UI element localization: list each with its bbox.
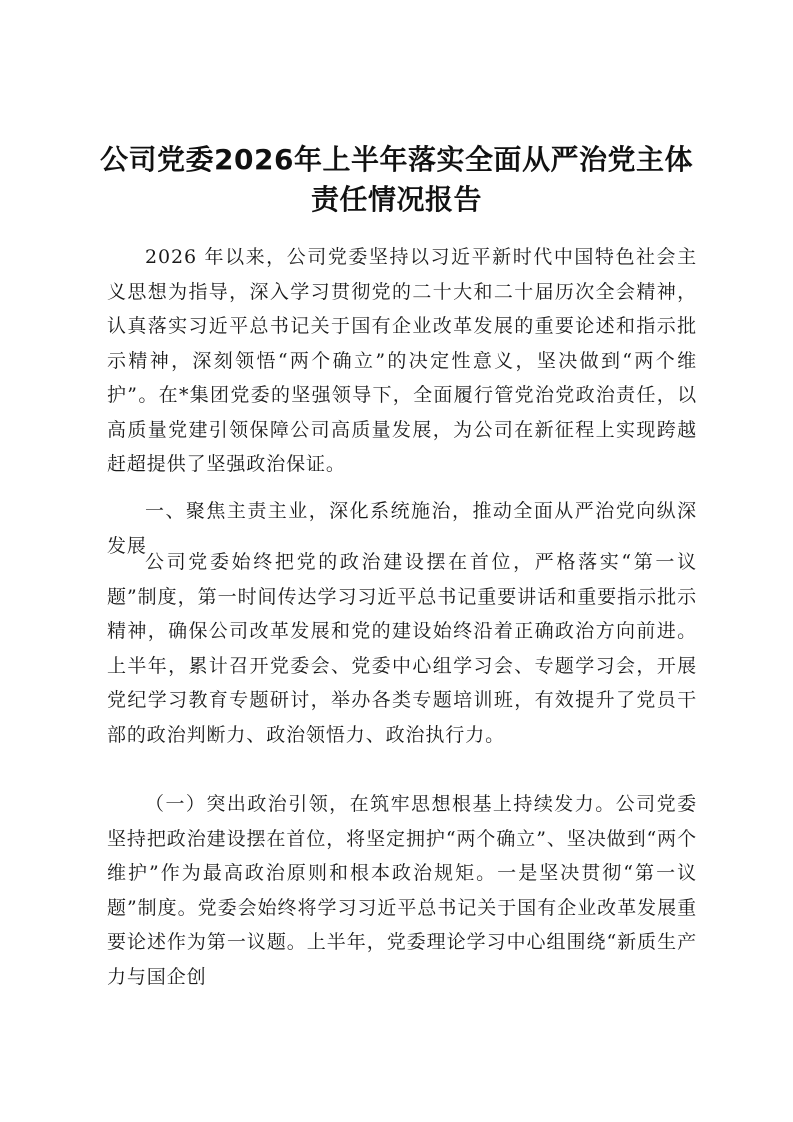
- paragraph-subsection-1: [107, 787, 697, 994]
- paragraph-text: （一）突出政治引领，在筑牢思想根基上持续发力。公司党委坚持把政治建设摆在首位，将坚定拥护“两个确立”、坚决做到“两个维护”作为最高政治原则和根本政治规矩。一是坚决贯彻“第一议题”制度。党委会始终将学习习近平总书记关于国有企业改革发展重要论述作为第一议题。上半年，党委理论学习中心组围绕“新质生产力与国企创: [107, 793, 697, 988]
- paragraph-section-1: [107, 545, 697, 752]
- paragraph-text: 2026 年以来，公司党委坚持以习近平新时代中国特色社会主义思想为指导，深入学习贯彻党的二十大和二十届历次全会精神，认真落实习近平总书记关于国有企业改革发展的重要论述和指示批示精神，深刻领悟“两个确立”的决定性意义，坚决做到“两个维护”。在*集团党委的坚强领导下，全面履行管党治党政治责任，以高质量党建引领保障公司高质量发展，为公司在新征程上实现跨越赶超提供了坚强政治保证。: [107, 246, 697, 475]
- section-heading-text: 一、聚焦主责主业，深化系统施治，推动全面从严治党向纵深发展: [107, 500, 697, 557]
- paragraph-intro: [107, 240, 697, 482]
- document-title: 公司党委2026年上半年落实全面从严治党主体责任情况报告: [100, 143, 693, 216]
- paragraph-text: 公司党委始终把党的政治建设摆在首位，严格落实“第一议题”制度，第一时间传达学习习近平总书记重要讲话和重要指示批示精神，确保公司改革发展和党的建设始终沿着正确政治方向前进。上半年，累计召开党委会、党委中心组学习会、专题学习会，开展党纪学习教育专题研讨，举办各类专题培训班，有效提升了党员干部的政治判断力、政治领悟力、政治执行力。: [107, 551, 697, 746]
